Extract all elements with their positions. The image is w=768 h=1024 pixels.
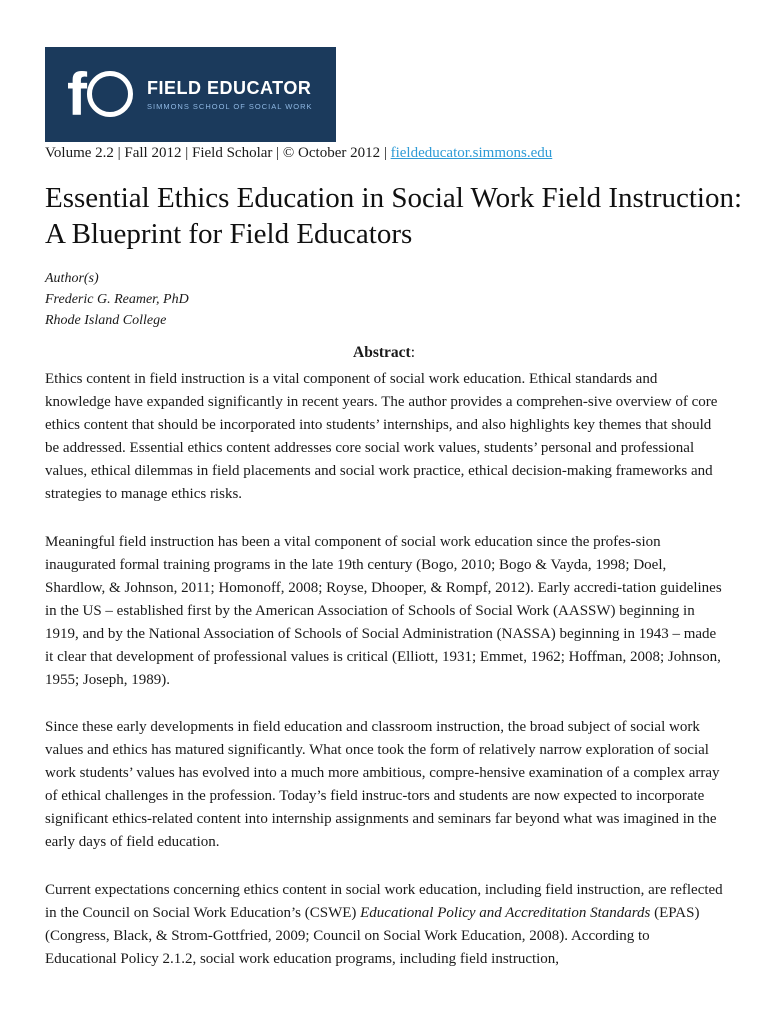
body-paragraph-1: Meaningful field instruction has been a vital component of social work education since the profes-sion inaugurated formal training programs in the late 19th century (Bogo, 2010; Bogo & Vayda, 1998; Doel, Shardlow, & Johnson, 2011; Homonoff, 2008; Royse, Dhooper, & Rompf, 2012). Early accredi-tation guidelines in the US – established first by the American Association of Schools of Social Work (AASSW) beginning in 1919, and by the National Association of Schools of Social Administration (NASSA) beginning in 1943 – made it clear that development of professional values is critical (Elliott, 1931; Emmet, 1962; Hoffman, 2008; Johnson, 1955; Joseph, 1989). — [45, 534, 722, 688]
fe-logo-mark: f — [67, 65, 133, 125]
abstract-paragraph: Ethics content in field instruction is a vital component of social work education. Ethical standards and knowledge have expanded significantly in recent years. The author provides a comprehen-sive overview of core ethics content that should be incorporated into students’ internships, and also highlights key themes that should be addressed. Essential ethics content addresses core social work values, students’ personal and professional values, ethical dilemmas in field placements and social work practice, ethical decision-making frameworks and strategies to manage ethics risks. — [45, 371, 718, 502]
epas-title: Educational Policy and Accreditation Standards — [360, 905, 651, 921]
author-block — [45, 268, 189, 331]
logo-title: FIELD EDUCATOR — [146, 78, 312, 98]
journal-url-link[interactable]: fieldeducator.simmons.edu — [390, 145, 553, 161]
author-affiliation: Rhode Island College — [45, 313, 167, 328]
author-name: Frederic G. Reamer, PhD — [45, 292, 189, 307]
abstract-heading-colon: : — [410, 344, 415, 361]
article-title: Essential Ethics Education in Social Work Field Instruction: A Blueprint for Field Educators — [45, 182, 743, 250]
issue-meta — [45, 145, 552, 162]
p4-text-end: (EPAS) (Congress, Black, & Strom-Gottfried, 2009; Council on Social Work Education, 2008). According to Educational Policy 2.1.2, social work education programs, including field instruction, — [45, 905, 700, 967]
abstract-heading-text: Abstract — [353, 344, 411, 361]
journal-logo — [45, 47, 336, 142]
abstract-heading — [0, 344, 768, 362]
body-paragraph-2: Since these early developments in field education and classroom instruction, the broad subject of social work values and ethics has matured significantly. What once took the form of relatively narrow exploration of social work students’ values has evolved into a much more ambitious, compre-hensive examination of a complex array of ethical challenges in the profession. Today’s field instruc-tors and students are now expected to incorporate significant ethics-related content into internship assignments and seminars far beyond what was imagined in the early days of field education. — [45, 719, 720, 850]
issue-meta-text: Volume 2.2 | Fall 2012 | Field Scholar | © October 2012 | — [45, 145, 391, 161]
authors-label: Author(s) — [45, 271, 99, 286]
body-paragraph-3 — [45, 879, 725, 971]
logo-subtitle: SIMMONS SCHOOL OF SOCIAL WORK — [146, 102, 313, 111]
p4-text-start: Current expectations concerning ethics content in social work education, including field instruction, are reflected in the Council on Social Work Education’s (CSWE) — [45, 882, 723, 921]
